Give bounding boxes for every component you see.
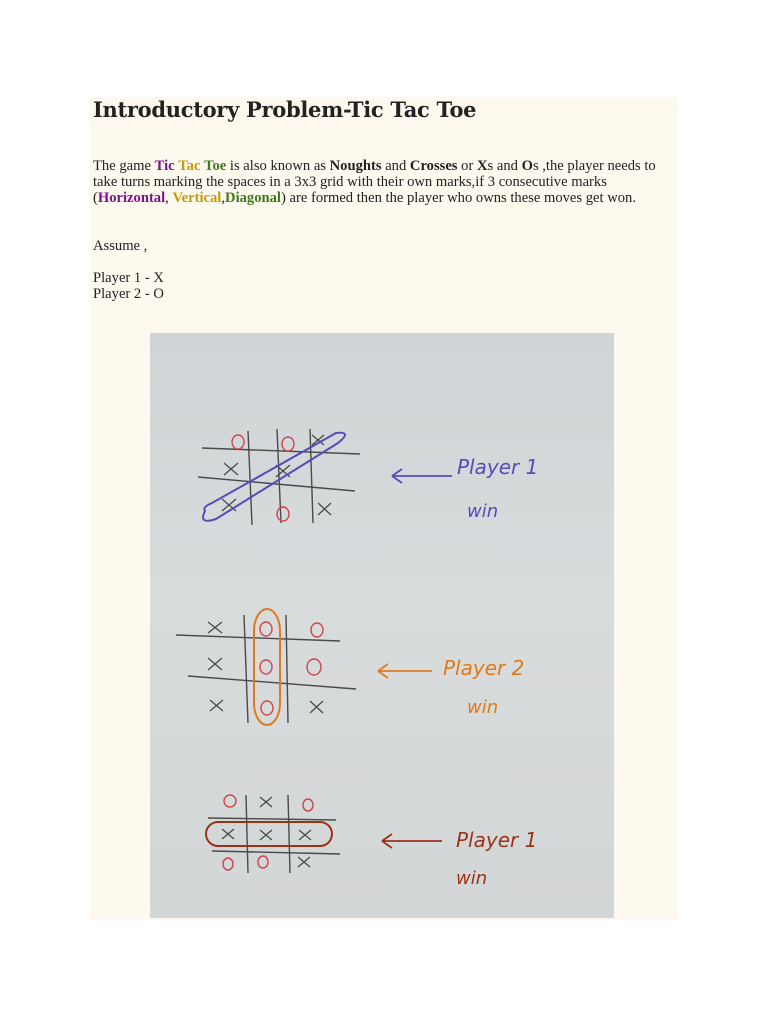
board-3-win-loop [206,822,332,846]
player2-line: Player 2 - O [93,286,164,302]
page-title: Introductory Problem-Tic Tac Toe [93,97,477,122]
text-run: s and [487,158,522,174]
tic-tac-toe-photo [150,333,614,918]
word-x: X [476,158,488,174]
text-run: or [457,158,477,174]
word-horizontal: Horizontal [97,190,166,206]
caption-3-line-2: win [456,868,488,889]
word-tac: Tac [178,158,201,174]
board-1-crosses [222,435,331,515]
arrow-3 [382,834,442,848]
caption-2-line-2: win [467,697,499,718]
player1-line: Player 1 - X [93,270,164,286]
caption-3-line-1: Player 1 [456,828,538,852]
caption-1-line-2: win [467,501,499,522]
caption-2-line-1: Player 2 [443,656,525,680]
board-1-marks [232,435,294,521]
arrow-2 [378,664,432,678]
text-run: ) are formed then the player who owns these moves get won. [280,190,636,206]
board-2-win-loop [254,609,280,725]
word-o: O [521,158,533,174]
intro-paragraph [93,158,673,206]
text-run: , [165,190,173,206]
board-2 [176,615,356,723]
text-run: , [221,190,226,206]
board-3-crosses [222,797,311,867]
word-toe: Toe [204,158,227,174]
assume-line: Assume , [93,238,148,254]
text-run: and [381,158,410,174]
arrow-1 [392,469,452,483]
word-crosses: Crosses [409,158,458,174]
board-2-circles [260,622,323,715]
word-vertical: Vertical [172,190,222,206]
text-run: is also known as [226,158,330,174]
word-noughts: Noughts [329,158,382,174]
text-run: s ,the player needs to take turns marking the spaces in a 3x3 grid with their own marks,if 3 consecutive marks ( [93,158,656,206]
caption-1-line-1: Player 1 [457,455,539,479]
document-page [90,97,678,920]
word-tic: Tic [154,158,175,174]
word-diagonal: Diagonal [225,190,281,206]
text-run: The game [93,158,155,174]
tic-tac-toe-drawing [150,333,614,918]
